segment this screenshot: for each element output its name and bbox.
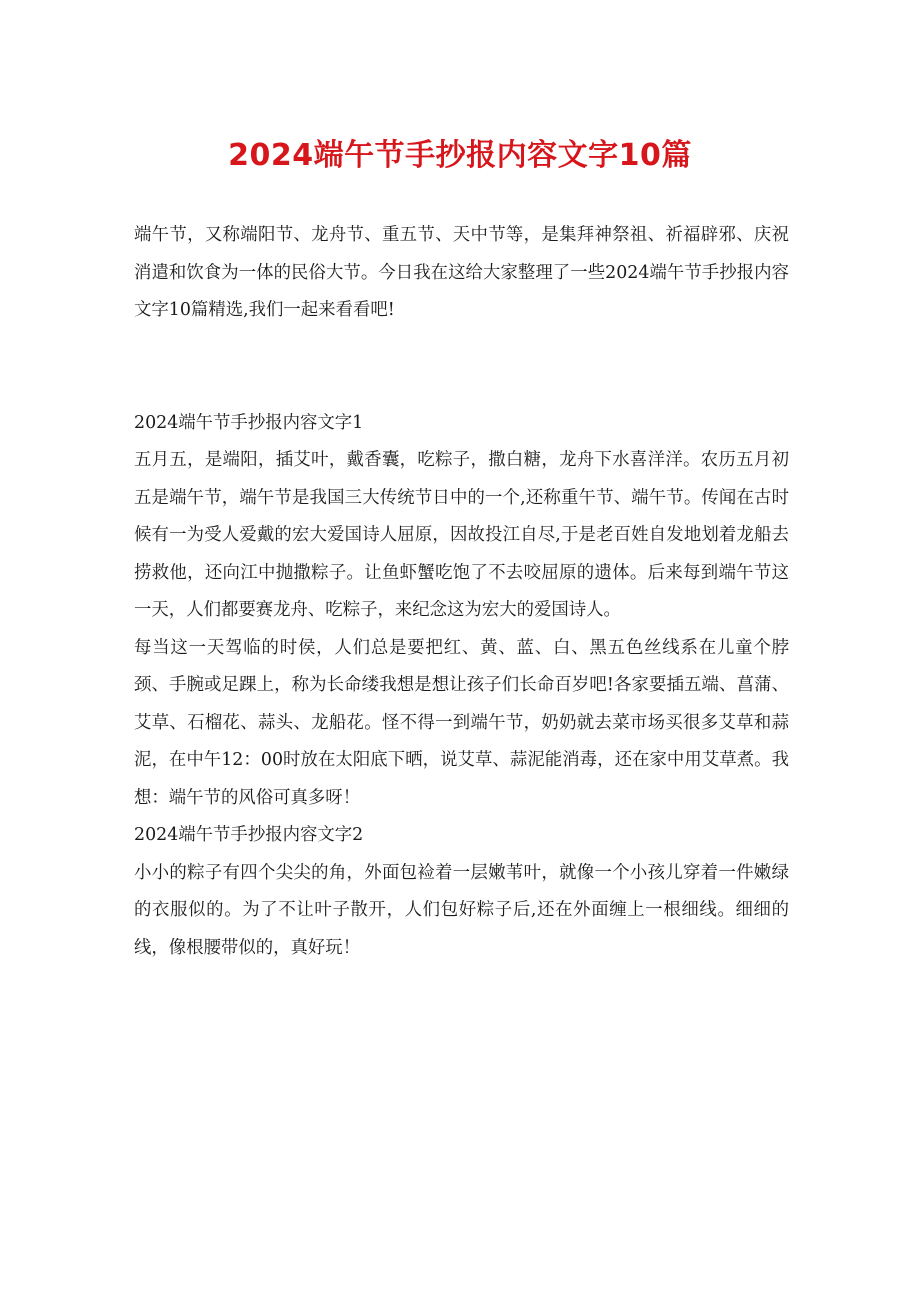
document-title: 2024端午节手抄报内容文字10篇: [228, 138, 692, 173]
section-heading: 2024端午节手抄报内容文字1: [134, 412, 364, 433]
intro-paragraph: 端午节，又称端阳节、龙舟节、重五节、天中节等，是集拜神祭祖、祈福辟邪、庆祝消遣和饮食为一体的民俗大节。今日我在这给大家整理了一些2024端午节手抄报内容文字10篇精选,我们一起来看看吧!: [134, 225, 789, 320]
section-1: [134, 405, 789, 818]
document-body: [134, 217, 789, 967]
section-heading: 2024端午节手抄报内容文字2: [134, 825, 364, 845]
section-2: [134, 817, 789, 967]
section-paragraph: 小小的粽子有四个尖尖的角，外面包裣着一层嫩苇叶，就像一个小孩儿穿着一件嫩绿的衣服似的。为了不让叶子散开，人们包好粽子后,还在外面缠上一根细线。细细的线，像根腰带似的，真好玩！: [134, 862, 789, 958]
section-paragraph: 每当这一天驾临的时侯，人们总是要把红、黄、蓝、白、黑五色丝线系在儿童个脖颈、手腕或足踝上，称为长命缕我想是想让孩子们长命百岁吧!各家要插五端、菖蒲、艾草、石榴花、蒜头、龙船花。怪不得一到端午节，奶奶就去菜市场买很多艾草和蒜泥，在中午12：00时放在太阳底下晒，说艾草、蒜泥能消毒，还在家中用艾草煮。我想：端午节的风俗可真多呀！: [134, 637, 789, 808]
section-paragraph: 五月五，是端阳，插艾叶，戴香囊，吃粽子，撒白糖，龙舟下水喜洋洋。农历五月初五是端午节，端午节是我国三大传统节日中的一个,还称重午节、端午节。传闻在古时候有一为受人爱戴的宏大爱国诗人屈原，因故投江自尽,于是老百姓自发地划着龙船去捞救他，还向江中抛撒粽子。让鱼虾蟹吃饱了不去咬屈原的遗体。后来每到端午节这一天，人们都要赛龙舟、吃粽子，来纪念这为宏大的爱国诗人。: [134, 450, 789, 620]
